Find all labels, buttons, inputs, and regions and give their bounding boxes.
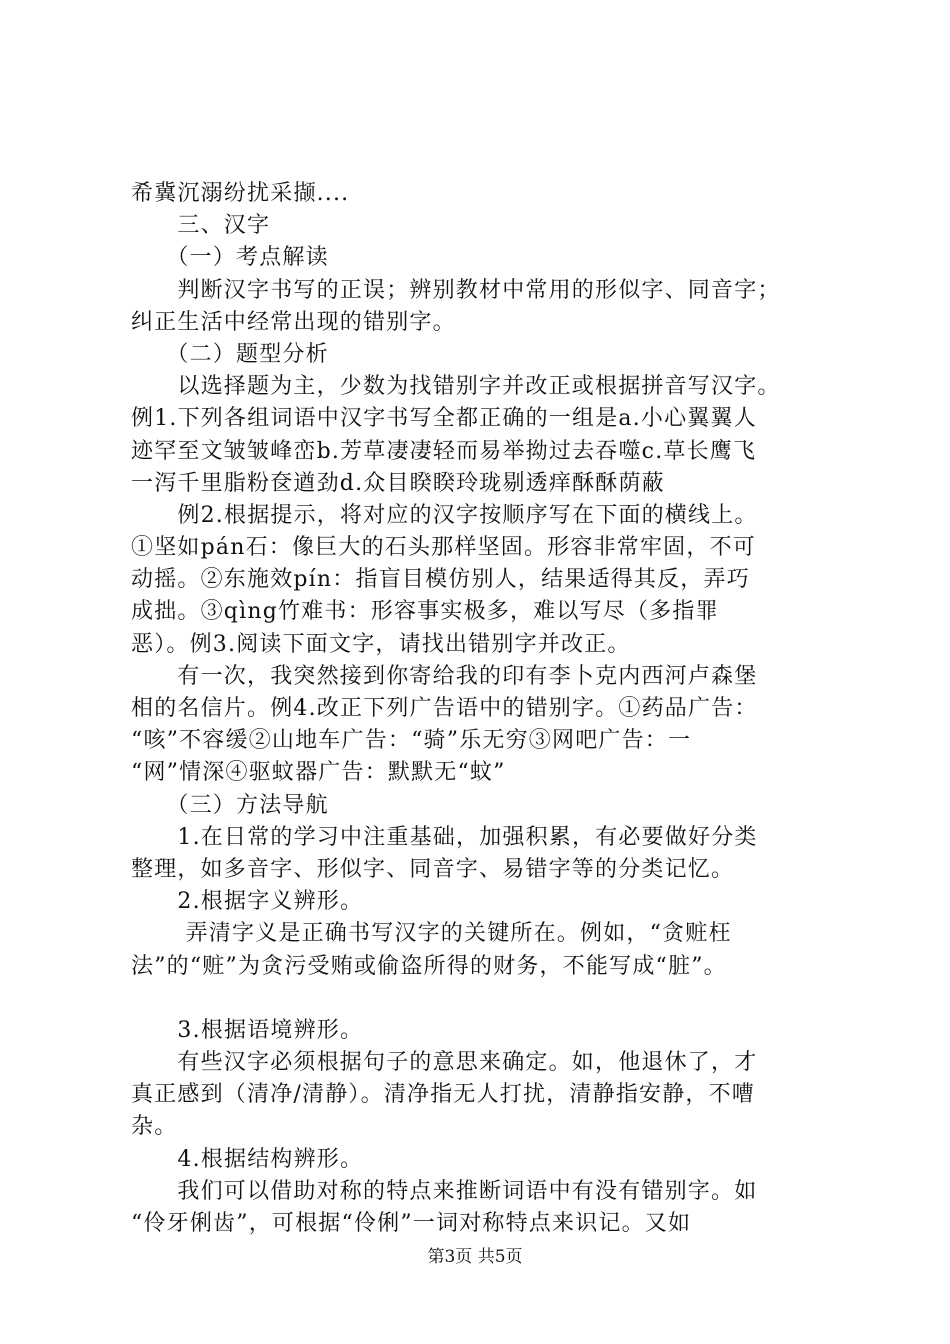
text-line: 2.根据字义辨形。 [131, 889, 364, 915]
text-line: 法”的“赃”为贪污受贿或偷盗所得的财务，不能写成“脏”。 [131, 953, 727, 979]
text-line: 纠正生活中经常出现的错别字。 [131, 309, 456, 335]
text-line: 三、汉字 [131, 213, 271, 239]
text-line: “网”情深④驱蚊器广告：默默无“蚊” [131, 760, 506, 786]
text-line: 有些汉字必须根据句子的意思来确定。如，他退休了，才 [131, 1050, 758, 1076]
text-line: 我们可以借助对称的特点来推断词语中有没有错别字。如 [131, 1178, 758, 1204]
text-line: 整理，如多音字、形似字、同音字、易错字等的分类记忆。 [131, 856, 735, 882]
text-line: 1.在日常的学习中注重基础，加强积累，有必要做好分类 [131, 824, 758, 850]
text-line: 成拙。③qìng竹难书：形容事实极多，难以写尽（多指罪 [131, 599, 719, 625]
text-line: （一）考点解读 [131, 245, 329, 271]
text-line: 迹罕至文皱皱峰峦b.芳草凄凄轻而易举拗过去吞噬c.草长鹰飞 [131, 438, 757, 464]
text-line: 以选择题为主，少数为找错别字并改正或根据拼音写汉字。 [131, 374, 781, 400]
text-line: （三）方法导航 [131, 792, 329, 818]
text-line: 例1.下列各组词语中汉字书写全都正确的一组是a.小心翼翼人 [131, 406, 757, 432]
text-line: 有一次，我突然接到你寄给我的印有李卜克内西河卢森堡 [131, 663, 758, 689]
text-line: 真正感到（清净/清静）。清净指无人打扰，清静指安静，不嘈 [131, 1082, 756, 1108]
blank-line [131, 983, 851, 1015]
text-line: 3.根据语境辨形。 [131, 1017, 364, 1043]
page-footer: 第3页 共5页 [427, 1247, 523, 1267]
text-line: ①坚如pán石：像巨大的石头那样坚固。形容非常牢固，不可 [131, 535, 756, 561]
document-body [131, 178, 851, 1240]
text-line: 一泻千里脂粉奁遒劲d.众目睽睽玲珑剔透痒酥酥荫蔽 [131, 470, 665, 496]
text-line: 弄清字义是正确书写汉字的关键所在。例如，“贪赃枉 [131, 921, 732, 947]
text-line: 杂。 [131, 1114, 178, 1140]
text-line: “伶牙俐齿”，可根据“伶俐”一词对称特点来识记。又如 [131, 1211, 692, 1236]
text-line: 希冀沉溺纷扰采撷.... [131, 181, 350, 206]
text-line: “咳”不容缓②山地车广告：“骑”乐无穷③网吧广告：一 [131, 728, 692, 754]
text-line: （二）题型分析 [131, 341, 329, 367]
text-line: 相的名信片。例4.改正下列广告语中的错别字。①药品广告： [131, 696, 758, 721]
text-line: 恶）。例3.阅读下面文字，请找出错别字并改正。 [131, 631, 631, 657]
text-line: 4.根据结构辨形。 [131, 1146, 364, 1172]
text-line: 例2.根据提示，将对应的汉字按顺序写在下面的横线上。 [131, 502, 758, 528]
text-line: 判断汉字书写的正误；辨别教材中常用的形似字、同音字； [131, 277, 781, 303]
text-line: 动摇。②东施效pín：指盲目模仿别人，结果适得其反，弄巧 [131, 567, 750, 593]
